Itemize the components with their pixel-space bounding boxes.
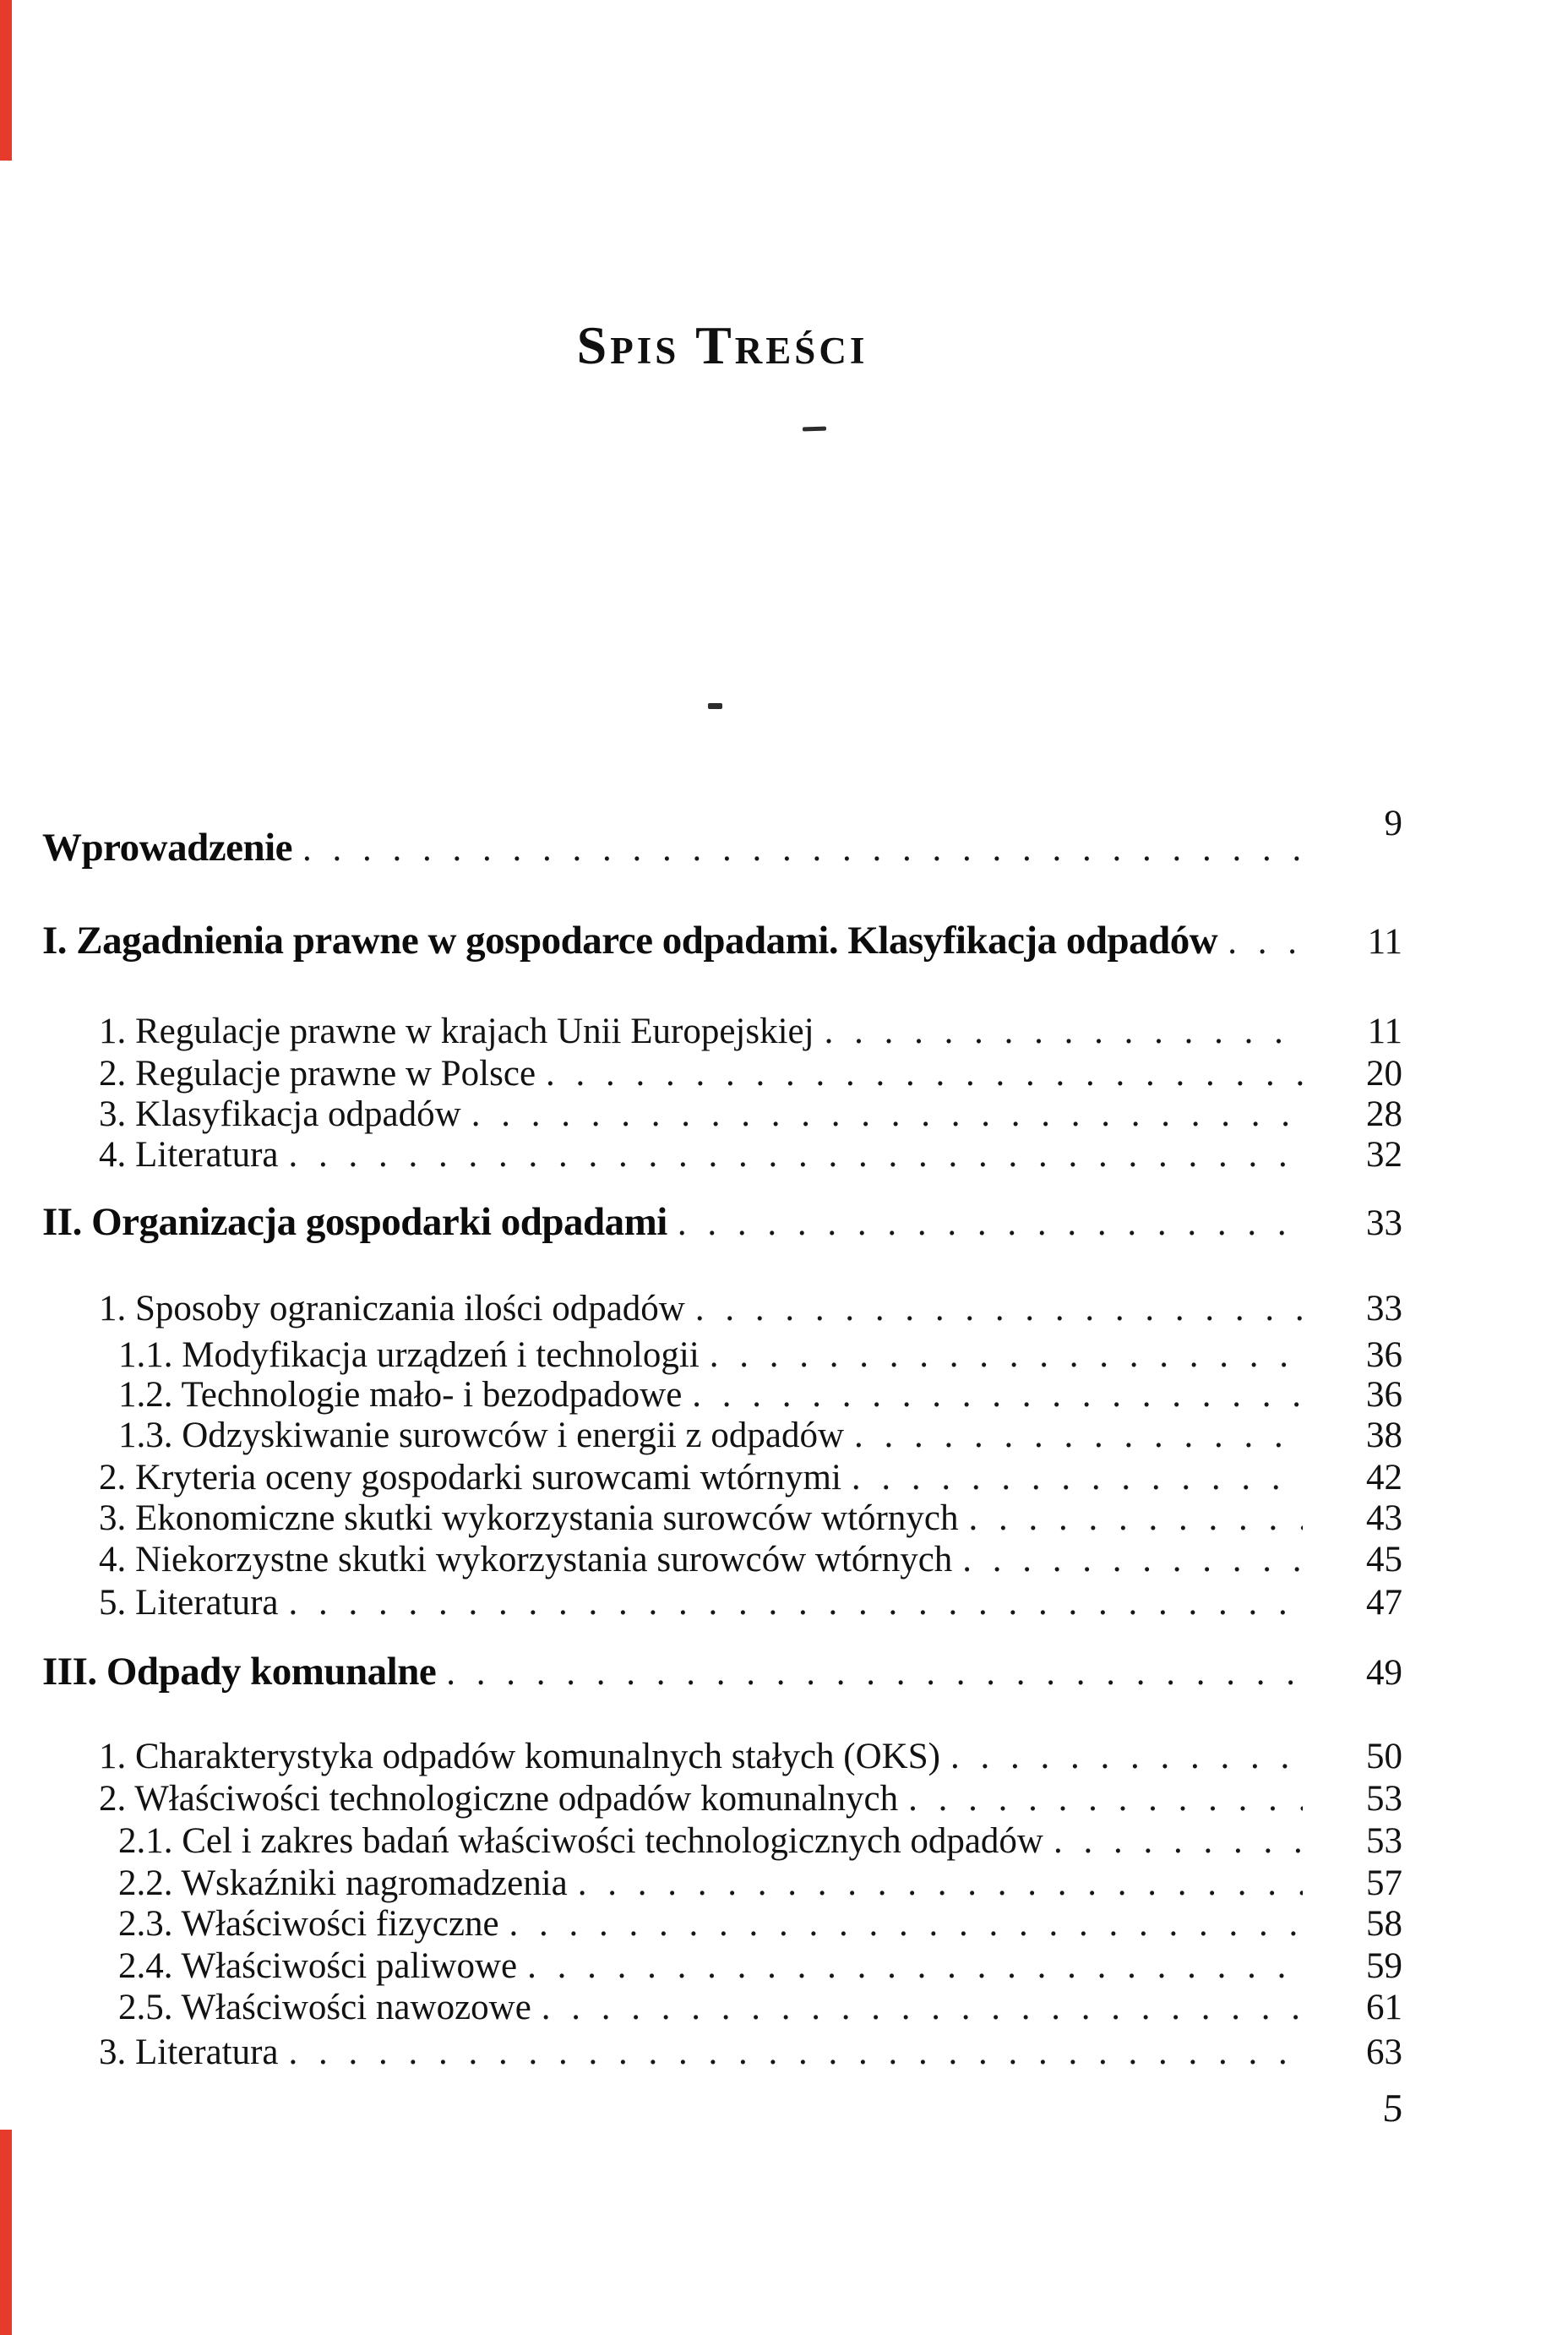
toc-entry-label: 1. Charakterystyka odpadów komunalnych stałych (OKS) [99, 1737, 940, 1776]
dot-leader [852, 1457, 1303, 1498]
toc-entry-row [42, 1415, 1402, 1456]
dot-leader [950, 1736, 1303, 1777]
dot-leader [854, 1415, 1303, 1456]
toc-entry-row [42, 1539, 1402, 1580]
toc-entry-page: 57 [1366, 1863, 1402, 1903]
toc-entry-page: 49 [1366, 1653, 1402, 1693]
page-number-footer [42, 2086, 1402, 2131]
toc-entry-page: 47 [1366, 1583, 1402, 1623]
dot-leader [302, 828, 1303, 870]
toc-entry-page: 53 [1366, 1779, 1402, 1819]
dot-leader [1228, 921, 1303, 963]
toc-entry-label: 1.1. Modyfikacja urządzeń i technologii [118, 1335, 700, 1375]
toc-chapter-label: III. Odpady komunalne [42, 1650, 437, 1694]
toc-entry-page: 38 [1366, 1416, 1402, 1455]
toc-entry-page: 50 [1366, 1737, 1402, 1776]
dot-leader [962, 1539, 1303, 1580]
toc-entry-row [42, 1053, 1402, 1094]
dot-leader [578, 1863, 1303, 1904]
toc-entry-page: 45 [1366, 1540, 1402, 1579]
page-number: 5 [1380, 2087, 1404, 2130]
dot-leader [678, 1203, 1303, 1244]
toc-entry-label: 2.5. Właściwości nawozowe [118, 1988, 531, 2027]
dot-leader [527, 1945, 1303, 1987]
dot-leader [289, 1582, 1303, 1623]
dot-leader [546, 1053, 1303, 1094]
toc-chapter-row [42, 918, 1402, 963]
toc-entry-page: 36 [1366, 1375, 1402, 1415]
toc-entry-row [42, 1011, 1402, 1052]
toc-entry-row [42, 1498, 1402, 1539]
toc-entry-page: 58 [1366, 1904, 1402, 1944]
dot-leader [1054, 1820, 1303, 1862]
toc-entry-page: 43 [1366, 1498, 1402, 1538]
toc-entry-label: 3. Klasyfikacja odpadów [99, 1094, 461, 1134]
red-scan-mark-bottom [0, 2130, 12, 2335]
toc-entry-label: 2. Kryteria oceny gospodarki surowcami wtórnymi [99, 1458, 841, 1498]
table-of-contents [42, 0, 1402, 2335]
toc-entry-label: 1.2. Technologie mało- i bezodpadowe [118, 1375, 683, 1415]
toc-entry-label: 1.3. Odzyskiwanie surowców i energii z odpadów [118, 1416, 845, 1455]
dot-leader [695, 1288, 1303, 1329]
dot-leader [692, 1374, 1303, 1416]
dot-leader [509, 1903, 1303, 1945]
toc-chapter-label: I. Zagadnienia prawne w gospodarce odpadami. Klasyfikacja odpadów [42, 919, 1218, 963]
toc-entry-row [42, 2032, 1402, 2073]
toc-entry-label: 2. Właściwości technologiczne odpadów komunalnych [99, 1779, 899, 1819]
toc-entry-page: 63 [1366, 2032, 1402, 2072]
toc-chapter-row [42, 1199, 1402, 1245]
toc-entry-row [42, 1288, 1402, 1329]
toc-entry-row [42, 1863, 1402, 1904]
red-scan-mark-top [0, 0, 12, 161]
toc-entry-row [42, 1374, 1402, 1416]
toc-entry-label: 2.3. Właściwości fizyczne [118, 1904, 499, 1944]
toc-entry-label: 1. Regulacje prawne w krajach Unii Europejskiej [99, 1012, 814, 1051]
toc-entry-page: 61 [1366, 1988, 1402, 2027]
toc-entry-row [42, 804, 1402, 870]
toc-entry-page: 42 [1366, 1458, 1402, 1498]
toc-entry-label: 2. Regulacje prawne w Polsce [99, 1054, 536, 1094]
dot-leader [471, 1094, 1303, 1135]
toc-entry-row [42, 1945, 1402, 1987]
toc-entry-label: 2.2. Wskaźniki nagromadzenia [118, 1863, 568, 1903]
toc-entry-label: 3. Literatura [99, 2032, 279, 2072]
toc-entry-row [42, 1134, 1402, 1176]
toc-entry-page: 11 [1367, 1012, 1402, 1051]
dot-leader [289, 1134, 1303, 1176]
toc-entry-label: 2.4. Właściwości paliwowe [118, 1946, 518, 1986]
toc-chapter-row [42, 1649, 1402, 1694]
toc-entry-page: 33 [1366, 1203, 1402, 1243]
toc-entry-row [42, 1736, 1402, 1777]
dot-leader [289, 2032, 1303, 2073]
toc-entry-page: 20 [1366, 1054, 1402, 1094]
dot-leader [968, 1498, 1303, 1539]
toc-chapter-label: II. Organizacja gospodarki odpadami [42, 1200, 667, 1244]
toc-entry-label: 4. Literatura [99, 1135, 279, 1175]
dot-leader [908, 1778, 1303, 1819]
toc-entry-label: 4. Niekorzystne skutki wykorzystania surowców wtórnych [99, 1540, 953, 1579]
toc-entry-page: 53 [1366, 1821, 1402, 1861]
toc-entry-row [42, 1987, 1402, 2028]
dot-leader [542, 1987, 1303, 2028]
toc-entry-label: 1. Sposoby ograniczania ilości odpadów [99, 1289, 685, 1328]
toc-entry-page: 11 [1367, 922, 1402, 962]
toc-entry-row [42, 1094, 1402, 1135]
toc-entry-row [42, 1778, 1402, 1819]
dot-leader [825, 1011, 1303, 1052]
toc-entry-page: 32 [1366, 1135, 1402, 1175]
toc-entry-label: 3. Ekonomiczne skutki wykorzystania surowców wtórnych [99, 1498, 959, 1538]
toc-entry-row [42, 1334, 1402, 1376]
toc-entry-label: Wprowadzenie [42, 826, 293, 870]
dot-leader [710, 1334, 1303, 1376]
toc-entry-page: 36 [1366, 1335, 1402, 1375]
toc-entry-row [42, 1903, 1402, 1945]
toc-entry-label: 2.1. Cel i zakres badań właściwości technologicznych odpadów [118, 1821, 1043, 1861]
toc-entry-label: 5. Literatura [99, 1583, 279, 1623]
toc-entry-row [42, 1582, 1402, 1623]
page-title: Spis Treści [576, 315, 868, 375]
toc-entry-row [42, 1457, 1402, 1498]
toc-entry-page: 59 [1366, 1946, 1402, 1986]
toc-entry-page: 9 [1384, 804, 1402, 843]
dot-leader [446, 1652, 1303, 1694]
toc-entry-page: 33 [1366, 1289, 1402, 1328]
toc-entry-row [42, 1820, 1402, 1862]
toc-entry-page: 28 [1366, 1094, 1402, 1134]
